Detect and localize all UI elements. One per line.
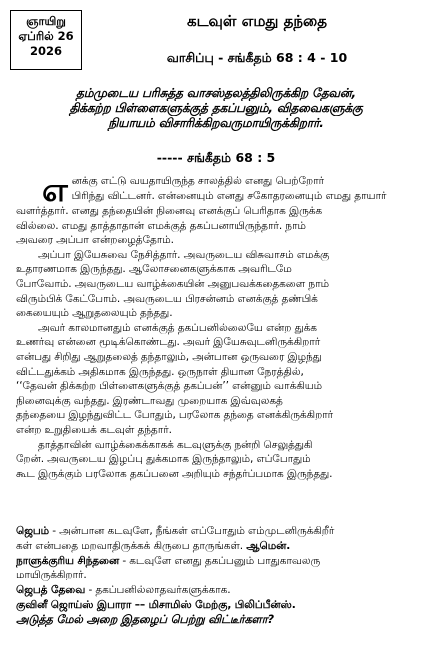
body-line: கூட இருக்கும் பரலோக தகப்பனை அறியும் சந்தர்ப்பமாக இருந்தது. [16,467,333,480]
body-line: னக்கு எட்டு வயதாயிருந்த சாலத்தில் எனது பெற்றோர் [71,175,324,187]
author: குவினீ ஜொய்ஸ் இபாரா –– மிசாமிஸ் மேற்கு, பிலிப்பீன்ஸ். [16,598,296,611]
author-line [16,598,416,613]
thought-label: நாளுக்குரிய சிந்தனை [16,554,120,567]
date-day-name: ஞாயிறு [26,14,66,28]
prayer-line [16,524,416,539]
date-box [10,10,82,70]
body-line: அவர் காலமானதும் எனக்குத் தகப்பனில்லையே என்ற துக்க [38,321,317,334]
paragraph-2 [16,248,416,321]
prayer-text: - அன்பான கடவுளே, நீங்கள் எப்போதும் எம்முடனிருக்கிறீர் [49,525,335,537]
need-text: - தகப்பனில்லாதவர்களுக்காக. [85,584,231,597]
drop-cap: எ [42,170,68,209]
body-line: நினைவுக்கு வந்தது. இரண்டாவது முறையாக இவ்வுலகத் [16,394,283,407]
need-line [16,583,416,598]
body-line: தாத்தாவின் வாழ்க்கைக்காகக் கடவுளுக்கு நன்றி செலுத்துகி [38,438,313,451]
body-line: உணர்வு என்னை மூடிக்கொண்டது. அவர் இயேசுவுடனிருக்கிறார் [16,336,321,349]
need-label: ஜெபத் தேவை [16,584,86,597]
paragraph-3 [16,321,416,438]
key-verse [14,86,418,131]
body-line: வளர்த்தார். எனது தந்தையின் நினைவு எனக்குப் பெரிதாக இருக்க [16,205,323,217]
body-line: கையையும் ஆறுதலையும் தந்தது. [16,307,173,320]
key-verse-line: திக்கற்ற பிள்ளைகளுக்குத் தகப்பனும், விதவைகளுக்கு [69,101,363,115]
body-line: அவரை அப்பா என்றழைத்தோம். [16,234,174,247]
body-line: போவோம். அவருடைய வாழ்க்கையின் அனுபவக்கதைகளை நாம் [16,277,329,290]
body-line: என்பது சிறிது ஆறுதலைத் தந்தாலும், அன்பான ஒருவரை இழந்து [16,350,322,363]
footer-section [16,524,416,628]
body-line: தந்தையை இழந்துவிட்ட போதும், பரலோக தந்தை எனக்கிருக்கிறார் [16,409,334,422]
prayer-label: ஜெபம் [16,525,50,537]
next-issue-line: அடுத்த மேல் அறை இதழைப் பெற்று விட்டீர்களா? [16,612,274,626]
body-line: விட்டதுக்கம் அதிகமாக இருந்தது. ஒருநாள் தியான நேரத்தில், [16,365,304,378]
body-line: அப்பா இயேசுவை நேசித்தார். அவருடைய விசுவாசம் எமக்கு [38,248,330,261]
thought-line-2: மாயிருக்கிறார். [16,569,87,582]
devotional-body [16,170,416,481]
thought-text: - கடவுளே எனது தகப்பனும் பாதுகாவலரு [119,554,321,567]
key-verse-reference: ----- சங்கீதம் 68 : 5 [156,150,276,165]
page-title: கடவுள் எமது தந்தை [186,12,327,30]
thought-line [16,554,416,569]
body-line: விரும்பிக் கேட்போம். அவருடைய பிரசன்னம் எனக்குத் தண்பிக் [16,292,318,305]
key-verse-line: தம்முடைய பரிசுத்த வாசஸ்தலத்திலிருக்கிற தேவன், [76,86,356,100]
body-line: என்ற உறுதியைக் கடவுள் தந்தார். [16,423,172,436]
key-verse-line: நியாயம் விசாரிக்கிறவருமாயிருக்கிறார். [108,116,324,130]
body-line: பிரிந்து விட்டனர். என்னையும் எனது சகோதரனையும் எமது தாயார் [71,189,387,202]
amen: ஆமென். [246,539,291,552]
body-line: ‘‘தேவன் திக்கற்ற பிள்ளைகளுக்குத் தகப்பன்’’ என்னும் வாக்கியம் [16,380,323,393]
paragraph-4 [16,438,416,482]
date-month-day: ஏப்ரில் 26 [18,29,74,43]
prayer-text-2: கள் என்பதை மறவாதிருக்கக் கிருபை தாருங்கள். [16,539,247,552]
body-line: றேன். அவருடைய இழப்பு துக்கமாக இருந்தாலும், எப்போதும் [16,453,311,466]
reading-reference: வாசிப்பு - சங்கீதம் 68 : 4 - 10 [166,50,348,65]
prayer-line-2 [16,539,416,554]
body-line: உதாரணமாக இருந்தது. ஆலோசனைகளுக்காக அவரிடமே [16,263,292,276]
paragraph-1 [16,170,416,248]
body-line: வில்லை. எமது தாத்தாதான் எமக்குத் தகப்பனாயிருந்தார். நாம் [16,219,306,232]
date-year: 2026 [29,44,62,58]
